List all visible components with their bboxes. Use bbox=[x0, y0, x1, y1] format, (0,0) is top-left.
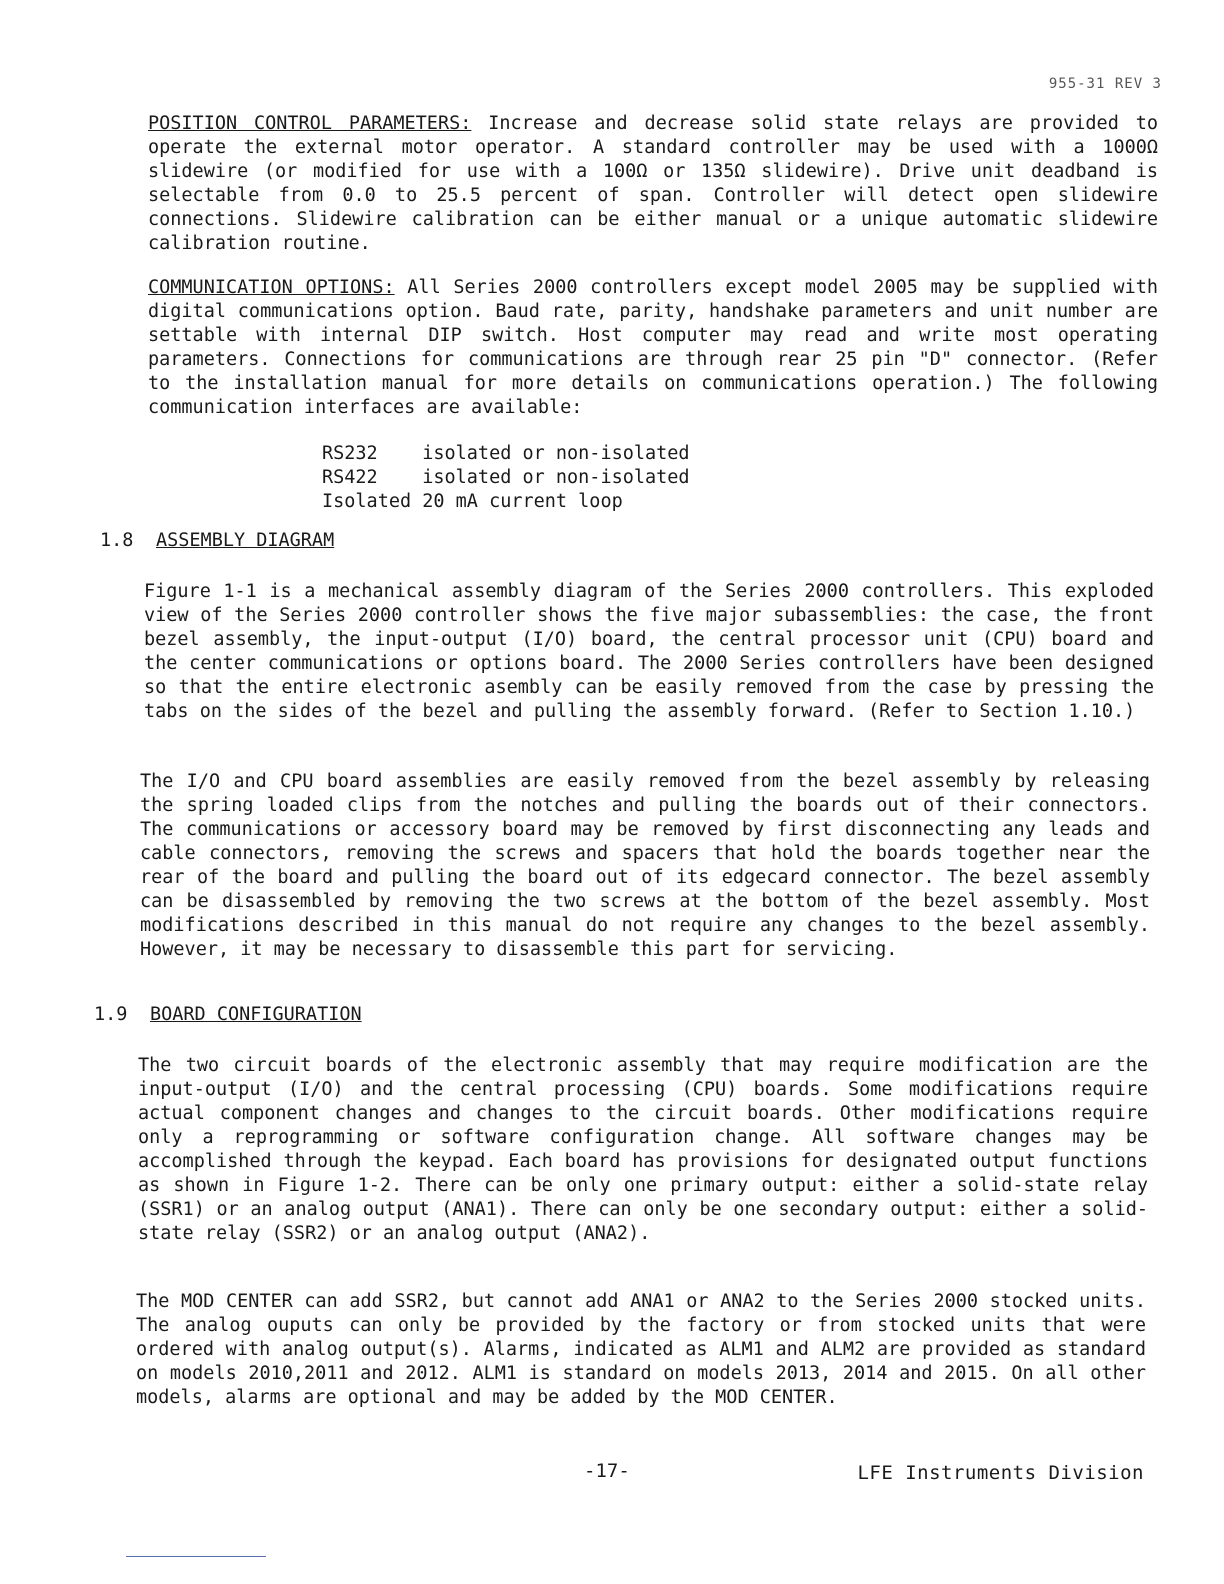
footer-rule bbox=[126, 1556, 266, 1557]
division-name: LFE Instruments Division bbox=[857, 1462, 1144, 1484]
section-heading-board-config bbox=[94, 1004, 362, 1025]
communication-heading: COMMUNICATION OPTIONS: bbox=[148, 277, 395, 298]
position-control-heading: POSITION CONTROL PARAMETERS: bbox=[148, 113, 472, 134]
document-reference: 955-31 REV 3 bbox=[1048, 76, 1162, 92]
communication-paragraph bbox=[148, 276, 1158, 420]
board-config-paragraph-1: The two circuit boards of the electronic assembly that may require modification are the input-output (I/O) and the central processing (CPU) boards. Some modifications require actual component changes and changes to the circuit boards. Other modifications require only a reprogramming or software configuration change. All software changes may be accomplished through the keypad. Each board has provisions for designated output functions as shown in Figure 1-2. There can be only one primary output: either a solid-state relay (SSR1) or an analog output (ANA1). There can only be one secondary output: either a solid-state relay (SSR2) or an analog output (ANA2). bbox=[138, 1055, 1148, 1244]
section-title: ASSEMBLY DIAGRAM bbox=[156, 530, 335, 551]
assembly-paragraph-2: The I/O and CPU board assemblies are easily removed from the bezel assembly by releasing the spring loaded clips from the notches and pulling the boards out of their connectors. The communications or accessory board may be removed by first disconnecting any leads and cable connectors, removing the screws and spacers that hold the boards together near the rear of the board and pulling the board out of its edgecard connector. The bezel assembly can be disassembled by removing the two screws at the bottom of the bezel assembly. Most modifications described in this manual do not require any changes to the bezel assembly. However, it may be necessary to disassemble this part for servicing. bbox=[140, 771, 1150, 960]
communication-text: All Series 2000 controllers except model 2005 may be supplied with digital communications option. Baud rate, parity, handshake parameters and unit number are settable with internal DIP switch. Host computer may read and write most operating parameters. Connections for communications are through rear 25 pin "D" connector. (Refer to the installation manual for more details on communications operation.) The following communication interfaces are available: bbox=[148, 277, 1158, 418]
page-number: -17- bbox=[584, 1460, 630, 1482]
interface-item: RS422 isolated or non-isolated bbox=[322, 467, 690, 488]
section-number: 1.9 bbox=[94, 1004, 128, 1025]
position-control-text: Increase and decrease solid state relays are provided to operate the external motor operator. A standard controller may be used with a 1000Ω slidewire (or modified for use with a 100Ω or 135Ω slidewire). Drive unit deadband is selectable from 0.0 to 25.5 percent of span. Controller will detect open slidewire connections. Slidewire calibration can be either manual or a unique automatic slidewire calibration routine. bbox=[148, 113, 1158, 254]
position-control-paragraph bbox=[148, 112, 1158, 256]
board-config-paragraph-2: The MOD CENTER can add SSR2, but cannot add ANA1 or ANA2 to the Series 2000 stocked units. The analog ouputs can only be provided by the factory or from stocked units that were ordered with analog output(s). Alarms, indicated as ALM1 and ALM2 are provided as standard on models 2010,2011 and 2012. ALM1 is standard on models 2013, 2014 and 2015. On all other models, alarms are optional and may be added by the MOD CENTER. bbox=[136, 1291, 1146, 1408]
section-number: 1.8 bbox=[100, 530, 134, 551]
section-heading-assembly bbox=[100, 530, 334, 551]
interface-item: RS232 isolated or non-isolated bbox=[322, 443, 690, 464]
assembly-paragraph-1: Figure 1-1 is a mechanical assembly diagram of the Series 2000 controllers. This exploded view of the Series 2000 controller shows the five major subassemblies: the case, the front bezel assembly, the input-output (I/O) board, the central processor unit (CPU) board and the center communications or options board. The 2000 Series controllers have been designed so that the entire electronic asembly can be easily removed from the case by pressing the tabs on the sides of the bezel and pulling the assembly forward. (Refer to Section 1.10.) bbox=[144, 581, 1154, 722]
interface-item: Isolated 20 mA current loop bbox=[322, 491, 623, 512]
section-title: BOARD CONFIGURATION bbox=[150, 1004, 362, 1025]
